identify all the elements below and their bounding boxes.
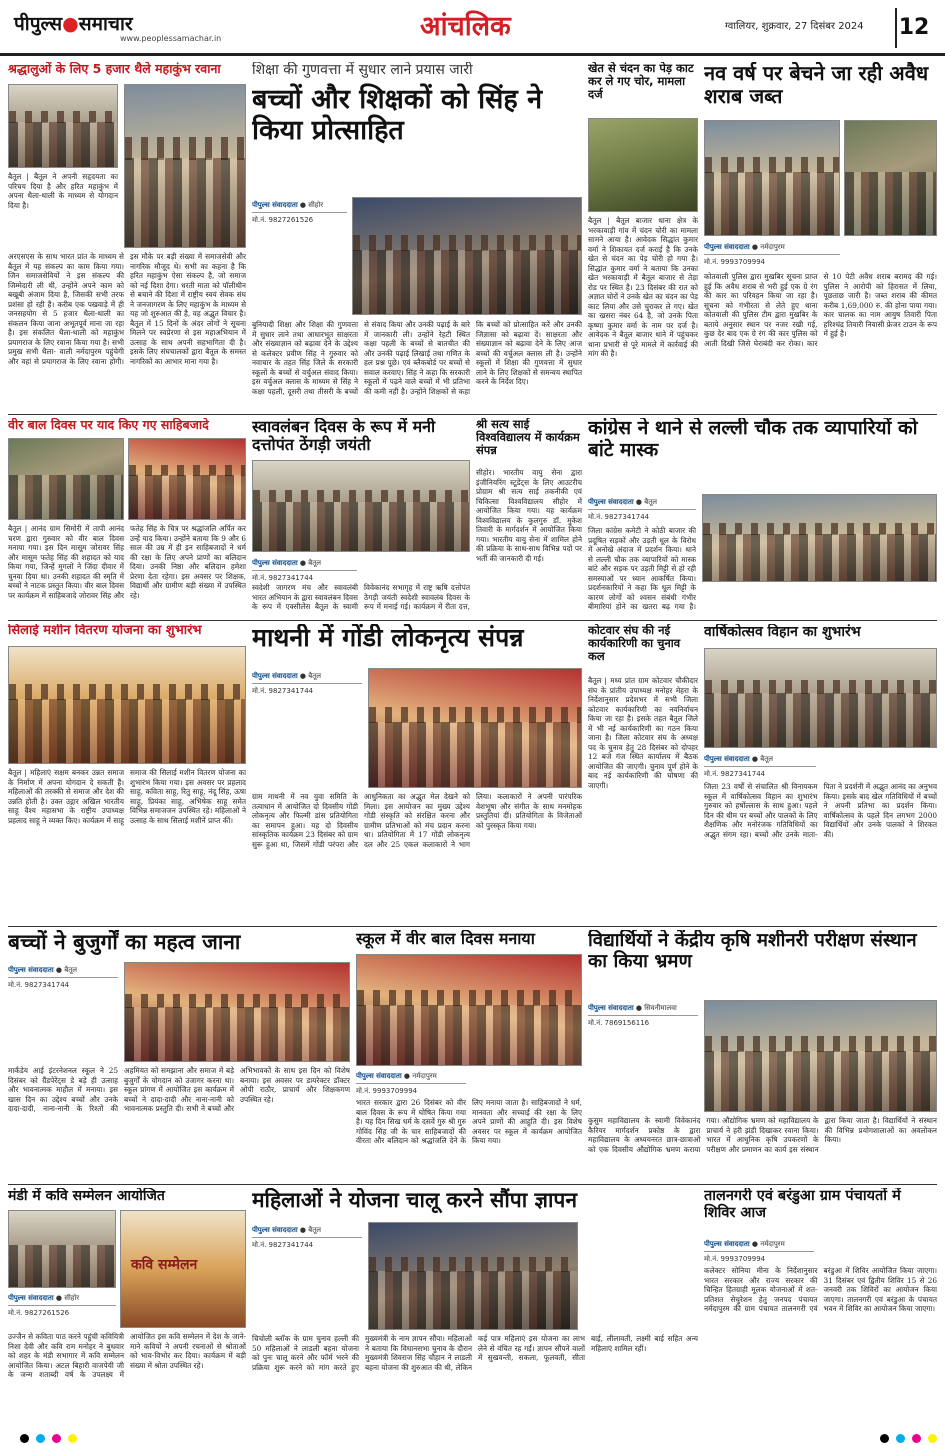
headline: माथनी में गोंडी लोकनृत्य संपन्न <box>252 624 524 652</box>
article-body: मार्कंडेय आई इंटरनेशनल स्कूल ने 25 दिसंबर को ग्रैंडपेरेंट्स डे बड़े ही उत्साह और भावनात्मक माहौल में मनाया। इस खास दिन का उद्देश्य बच्चों और उनके दादा-दादी, नाना-नानी के रिश्तों की अहमियत को समझाना और समाज में बड़े बुजुर्गों के योगदान को उजागर करना था। स्कूल प्रांगण में आयोजित इस कार्यक्रम में बच्चों ने दादा-दादी और नाना-नानी को भावनात्मक प्रस्तुति दी। सभी ने बच्चों और अभिभावकों के साथ इस दिन को विशेष बनाया। इस अवसर पर डायरेक्टर डॉक्टर ओपी राठौर, प्राचार्य और शिक्षकगण उपस्थित रहे। <box>8 1066 350 1113</box>
contact-number: मो.नं. 9827261526 <box>8 1309 70 1317</box>
headline: बच्चों ने बुजुर्गों का महत्व जाना <box>8 930 241 954</box>
photo <box>252 460 470 552</box>
headline: तालनगरी एवं बरंडुआ ग्राम पंचायतों में शिविर आज <box>704 1188 901 1221</box>
article-body: जिला कांग्रेस कमेटी ने कोठी बाजार की प्रदूषित सड़कों और उड़ती धूल के विरोध में अनोखे अंदाज में प्रदर्शन किया। थाने से लल्ली चौक तक व्यापारियों को मास्क बांटे और सड़क पर उड़ती मिट्टी से हो रही समस्याओं पर ध्यान आकर्षित किया। प्रदर्शनकारियों ने कहा कि धूल मिट्टी के कारण लोगों को श्वसन संबंधी गंभीर बीमारियां होने का खतरा बढ़ गया है। <box>588 526 696 611</box>
article-body: बैतूल | महिलाएं सक्षम बनकर उन्नत समाज के निर्माण में अपना योगदान दे सकती हैं। महिलाओं की तरक्की से समाज और देश की उन्नति होती है। उक्त उद्गार अखिल भारतीय साहू वैश्य महासभा के राष्ट्रीय उपाध्यक्ष प्रहलाद साहू ने व्यक्त किए। कार्यक्रम में साहू समाज की सिलाई मशीन वितरण योजना का शुभारंभ किया गया। इस अवसर पर प्रहलाद साहू, कविता साहू, रितु साहू, नंदू सिंह, ऊषा साहू, प्रियंका साहू, अभिषेक साहू समेत विभिन्न समाजजन उपस्थित रहे। महिलाओं ने उत्साह के साथ सिलाई मशीनें प्राप्त कीं। <box>8 768 246 825</box>
contact-number: मो.नं. 7869156116 <box>588 1019 650 1027</box>
contact-number: मो.नं. 9827341744 <box>252 687 314 695</box>
headline: वार्षिकोत्सव विहान का शुभारंभ <box>704 624 861 640</box>
article-body: चिचोली ब्लॉक के ग्राम चुनाव हल्ली की 50 महिलाओं ने लाडली बहना योजना को पुनः चालू करने और फॉर्म भरने की प्रक्रिया शुरू करने को मांग करते हुए मुख्यमंत्री के नाम ज्ञापन सौंपा। महिलाओं ने बताया कि विधानसभा चुनाव के दौरान मुख्यमंत्री शिवराज सिंह चौहान ने लाडली बहना योजना की शुरुआत की थी, लेकिन कई पात्र महिलाएं इस योजना का लाभ लेने से वंचित रह गईं। ज्ञापन सौंपने वालों में सुखवन्ती, सकला, फूलवती, सीता बाई, लीलावती, लक्ष्मी बाई सहित अन्य महिलाएं शामिल रहीं। <box>252 1334 698 1372</box>
byline: पीपुल्स संवाददाता ● बैतूल <box>252 1224 362 1238</box>
contact-number: मो.नं. 9827261526 <box>252 216 314 224</box>
article-education <box>252 62 582 412</box>
article-body: कुसुम महाविद्यालय के स्वामी विवेकानंद कैरियर मार्गदर्शन प्रकोष्ठ के द्वारा महाविद्यालय के अध्ययनरत छात्र-छात्राओं को एक दिवसीय औद्योगिक भ्रमण कराया गया। औद्योगिक भ्रमण को महाविद्यालय के प्राचार्य ने हरी झंडी दिखाकर रवाना किया। भारत में आधुनिक कृषि उपकरणों के परीक्षण और प्रमाणन का कार्य इस संस्थान द्वारा किया जाता है। विद्यार्थियों ने संस्थान की विभिन्न प्रयोगशालाओं का अवलोकन किया। <box>588 1116 937 1154</box>
byline: पीपुल्स संवाददाता ● नर्मदापुरम <box>704 241 840 255</box>
contact-number: मो.नं. 9993709994 <box>704 258 766 266</box>
headline: मंडी में कवि सम्मेलन आयोजित <box>8 1188 165 1204</box>
headline: कोटवार संघ की नई कार्यकारिणी का चुनाव कल <box>588 624 681 664</box>
article-body: अरएसएस के साथ भारत प्रांत के माध्यम से बैतूल में यह संकल्प का काम किया गया। जिन समाजसेवियों ने इस संकल्प की जिम्मेदारी ली थी, उन्होंने अपने काम को बखूबी अंजाम दिया है, जिसकी सभी तरफ प्रशंसा हो रही है। करीब एक पखवाड़े में ही जनसहयोग से 5 हजार थैला-थाली का संकलन किया जाना अभूतपूर्व माना जा रहा है। इस संकलित थैला-थाली को महाकुंभ प्रयागराज के लिए रवाना किया गया है। सभी प्रमुख सभी थैला- वाली नर्मदापुरम पहुंचेगी और वहां से प्रयागराज के लिए रवाना होगी। इस मौके पर बड़ी संख्या में समाजसेवी और नागरिक मौजूद थे। सभी का कहना है कि हरित महाकुंभ ऐसा संकल्प है, जो समाज को नई दिशा देगा। धरती माता को पॉलीथीन से बचाने की दिशा में राष्ट्रीय स्वयं सेवक संघ ने जनजागरण के लिए महाकुंभ के माध्यम से यह जो शुरुआत की है, वह अद्भुत विचार है। बैतूल में 15 दिनों के अंदर लोगों ने सूचना मिलने पर स्वप्रेरणा से इस महाअभियान में उत्साह के साथ अपनी सहभागिता दी है। इसके लिए संघचालकों द्वारा बैतूल के समस्त नागरिकों का आभार माना गया है। <box>8 252 246 366</box>
article-satya-sai-university <box>476 418 582 618</box>
article-body: भारत सरकार द्वारा 26 दिसंबर को वीर बाल दिवस के रूप में घोषित किया गया है। यह दिन सिख धर्म के दसवें गुरु श्री गुरु गोविंद सिंह जी के चार साहिबजादों की वीरता और बलिदान को श्रद्धांजलि देने के लिए मनाया जाता है। साहिबजादों ने धर्म, मानवता और सच्चाई की रक्षा के लिए अपने प्राणों की आहुति दी। इस विशेष अवसर पर स्कूल में कार्यक्रम आयोजित किया गया। <box>356 1098 582 1145</box>
photo <box>704 648 937 748</box>
headline: नव वर्ष पर बेचने जा रही अवैध शराब जब्त <box>704 62 929 108</box>
headline: बच्चों और शिक्षकों को सिंह ने किया प्रोत्साहित <box>252 84 543 147</box>
article-panchayat-camp <box>704 1188 937 1430</box>
photo <box>8 84 118 168</box>
headline: वीर बाल दिवस पर याद किए गए साहिबजादे <box>8 418 209 432</box>
article-grandparents-day <box>8 930 350 1182</box>
dateline: ग्वालियर, शुक्रवार, 27 दिसंबर 2024 <box>725 21 864 32</box>
kicker: शिक्षा की गुणवत्ता में सुधार लाने प्रयास जारी <box>252 62 473 78</box>
byline: पीपुल्स संवाददाता ● सीहोर <box>252 199 347 213</box>
article-gondi-folk-dance <box>252 624 582 924</box>
headline: खेत से चंदन का पेड़ काट कर ले गए चोर, मामला दर्ज <box>588 62 694 102</box>
byline: पीपुल्स संवाददाता ● सिवनीमालवा <box>588 1002 698 1016</box>
article-annual-function <box>704 624 937 924</box>
byline: पीपुल्स संवाददाता ● बैतूल <box>588 496 696 510</box>
article-body: बुनियादी शिक्षा और शिक्षा की गुणवत्ता में सुधार लाने तथा आधारभूत साक्षरता और संख्याज्ञान को बढ़ावा देने के उद्देश्य से कलेक्टर प्रवीण सिंह ने गुरुवार को नवाचार के तहत सिंह जिले के सरकारी स्कूलों के बच्चों से वर्चुअल संवाद किया। इस वर्चुअल क्लास के माध्यम से सिंह ने कक्षा पहली, दूसरी तथा तीसरी के बच्चों से संवाद किया और उनकी पढ़ाई के बारे में जानकारी ली। उन्होंने रेहटी स्थित कक्षा पहली के बच्चों से बातचीत की और उनकी पढ़ाई लिखाई तथा गणित के हल प्रश्न पूछे। एवं ब्लैकबोर्ड पर बच्चों से सवाल करवाए। सिंह ने कहा कि सरकारी स्कूलों में पढ़ने वाले बच्चों में भी प्रतिभा की कमी नहीं है। उन्होंने शिक्षकों से कहा कि बच्चों को प्रोत्साहित करें और उनकी जिज्ञासा को बढ़ावा दें। साक्षरता और संख्याज्ञान को बढ़ावा देने के लिए आज बच्चों की वर्चुअल क्लास ली है। उन्होंने स्कूलों में शिक्षा की गुणवत्ता में सुधार लाने के लिए शिक्षकों से समन्वय स्थापित करने के निर्देश दिए। <box>252 320 582 396</box>
byline: पीपुल्स संवाददाता ● सीहोर <box>8 1292 116 1306</box>
photo-caption: बैतूल | बैतूल ने अपनी सहृदयता का परिचय दिया है और हरित महाकुंभ में अपना थैला-थाली के माध्यम से योगदान दिया है। <box>8 172 118 210</box>
photo <box>8 1210 116 1288</box>
article-body: जिला 23 वर्षों से संचालित श्री विनायकम स्कूल में वार्षिकोत्सव विहान का शुभारंभ गुरुवार को हर्षोल्लास के साथ हुआ। पहले दिन की थीम पर बच्चों और पालकों के लिए शैक्षणिक और मनोरंजक गतिविधियों का अद्भुत संगम रहा। बच्चों और उनके माता-पिता ने प्रदर्शनी में अद्भुत आनंद का अनुभव किया। इसके बाद खेल गतिविधियों में बच्चों ने अपनी प्रतिभा का प्रदर्शन किया। वार्षिकोत्सव के पहले दिन लगभग 2000 विद्यार्थियों और उनके पालकों ने शिरकत की। <box>704 782 937 839</box>
brand-url: www.peoplessamachar.in <box>120 34 222 43</box>
photo <box>704 120 840 236</box>
byline: पीपुल्स संवाददाता ● बैतूल <box>8 964 118 978</box>
photo <box>356 954 582 1066</box>
contact-number: मो.नं. 9827341744 <box>588 513 650 521</box>
contact-number: मो.नं. 9993709994 <box>704 1255 766 1263</box>
photo <box>704 1000 937 1112</box>
photo <box>844 120 937 236</box>
photo <box>124 84 246 248</box>
page-header <box>0 0 945 56</box>
byline: पीपुल्स संवाददाता ● नर्मदापुरम <box>704 1238 814 1252</box>
photo <box>368 1222 578 1330</box>
section-title: आंचलिक <box>420 11 511 42</box>
headline: स्वावलंबन दिवस के रूप में मनी दत्तोपंत ठेंगड़ी जयंती <box>252 418 436 455</box>
contact-number: मो.नं. 9827341744 <box>704 770 766 778</box>
article-body: बैतूल | आनंद ग्राम सिमोरी में तापी आनंद चरण द्वारा गुरुवार को वीर बाल दिवस मनाया गया। इस दिन मासूम जोरावर सिंह और मासूम फतेह सिंह की शहादत को याद किया गया, जिन्हें मुगलों ने जिंदा दीवार में चुनवा दिया था। उनकी शहादत की स्मृति में बच्चों ने नाटक प्रस्तुत किया। वीर बाल दिवस पर कार्यक्रम में साहिबजादे जोरावर सिंह और फतेह सिंह के चित्र पर श्रद्धांजलि अर्पित कर उन्हें याद किया। उन्होंने बताया कि 9 और 6 साल की उम्र में ही इन साहिबजादों ने धर्म की रक्षा के लिए अपने प्राणों का बलिदान दिया। उनकी निष्ठा और बलिदान हमेशा प्रेरणा देता रहेगा। इस अवसर पर शिक्षक, विद्यार्थी और ग्रामीण बड़ी संख्या में उपस्थित रहे। <box>8 524 246 600</box>
photo <box>120 1210 246 1328</box>
contact-number: मो.नं. 9827341744 <box>252 574 314 582</box>
article-school-veer-bal-diwas <box>356 930 582 1182</box>
article-body: बैतूल | बैतूल बाजार थाना क्षेत्र के भरकावाड़ी गांव में चंदन चोरी का मामला सामने आया है। आवेदक सिद्धांत कुमार वर्मा ने शिकायत दर्ज कराई है कि उनके खेत से चंदन का पेड़ चोरी हो गया है। सिद्धांत कुमार वर्मा ने बताया कि उनका खेत भरकावाड़ी में बैतूल बाजार से तेड़ा रोड पर स्थित है। 23 दिसंबर की रात को अज्ञात चोरों ने उनके खेत का चंदन का पेड़ काट लिया और उसे चुराकर ले गए। खेत का खसरा नंबर 64 है, जो उनके पिता कृष्णा कुमार वर्मा के नाम पर दर्ज है। आवेदक ने बैतूल बाजार थाने में पहुंचकर थाना प्रभारी से पूरे मामले में कार्रवाई की मांग की है। <box>588 216 698 358</box>
article-body: उज्जैन से कविता पाठ करने पहुंची कवियित्री निशा देवी और कवि राम मनोहर ने बुधवार को शहर के मंडी सभागार में कवि सम्मेलन आयोजित किया। अटल बिहारी वाजपेयी जी के जन्म शताब्दी वर्ष के उपलक्ष्य में आयोजित इस कवि सम्मेलन में देश के जाने-माने कवियों ने अपनी रचनाओं से श्रोताओं को भाव-विभोर कर दिया। कार्यक्रम में बड़ी संख्या में श्रोता उपस्थित रहे। <box>8 1332 246 1379</box>
article-body: कलेक्टर सोनिया मीना के निर्देशानुसार भारत सरकार और राज्य सरकार की चिन्हित हितग्राही मूलक योजनाओं में शत-प्रतिशत सेचुरेशन हेतु जनपद पंचायत नर्मदापुरम की ग्राम पंचायत तालनगरी एवं बरंडुआ में शिविर आयोजित किया जाएगा। 31 दिसंबर एवं द्वितीय शिविर 15 से 26 जनवरी तक शिविरों का आयोजन किया जाएगा। तालनगरी एवं बरंडुआ के पंचायत भवन में शिविर का आयोजन किया जाएगा। <box>704 1266 937 1313</box>
page-number: 12 <box>895 8 931 48</box>
article-body: सीहोर। भारतीय वायु सेना द्वारा इंजीनियरिंग स्टूडेंट्स के लिए आउटरीच प्रोग्राम श्री सत्य साई तकनीकी एवं चिकित्सा विश्वविद्यालय सीहोर में आयोजित किया गया। यह कार्यक्रम विश्वविद्यालय के कुलगुरु डॉ. मुकेश तिवारी के मार्गदर्शन में आयोजित किया गया। भारतीय वायु सेना में शामिल होने की प्रक्रिया के साथ-साथ विभिन्न पदों पर भर्ती की जानकारी दी गई। <box>476 468 582 563</box>
article-mahakumbh-bags <box>8 62 246 412</box>
brand-logo: पीपुल्स●समाचार <box>14 13 133 35</box>
photo <box>8 646 246 764</box>
contact-number: मो.नं. 9827341744 <box>252 1241 314 1249</box>
byline: पीपुल्स संवाददाता ● बैतूल <box>252 557 357 571</box>
article-body: कोतवाली पुलिस द्वारा मुखबिर सूचना प्राप्त हुई कि अवैध शराब से भरी हुई एक ग्रे रंग की कार का परिवहन किया जा रहा है। सूचना को गंभीरता से लेते हुए थाना कोतवाली की पुलिस टीम द्वारा मुखबिर के बताये अनुसार स्थान पर नजर रखी गई, कुछ देर बाद एक ग्रे रंग की कार पुलिस को आती दिखी जिसे घेराबंदी कर रोका। कार से 10 पेटी अवैध शराब बरामद की गई। पुलिस ने आरोपी को हिरासत में लिया, पूछताछ जारी है। जब्त शराब की कीमत करीब 1,69,000 रु. की होना पाया गया। कार चालक का नाम आयुष तिवारी पिता हरिश्चंद्र तिवारी निवासी फ्रेजर टाउन के रूप में हुई है। <box>704 272 937 348</box>
headline: महिलाओं ने योजना चालू करने सौंपा ज्ञापन <box>252 1188 577 1212</box>
photo <box>368 668 582 788</box>
photo <box>8 438 124 520</box>
article-kotwar-union <box>588 624 698 924</box>
article-illegal-liquor <box>704 62 937 412</box>
byline: पीपुल्स संवाददाता ● बैतूल <box>252 670 362 684</box>
headline: श्री सत्य साई विश्वविद्यालय में कार्यक्रम संपन्न <box>476 418 580 458</box>
photo <box>702 494 937 582</box>
headline: स्कूल में वीर बाल दिवस मनाया <box>356 930 535 948</box>
byline: पीपुल्स संवाददाता ● बैतूल <box>704 753 816 767</box>
article-congress-masks <box>588 418 937 618</box>
article-body: ग्राम माथनी में नव युवा समिति के तत्वाधान में आयोजित दो दिवसीय गोंडी लोकनृत्य और फिल्मी डांस प्रतियोगिता का समापन हुआ। यह दो दिवसीय सांस्कृतिक कार्यक्रम 23 दिसंबर को ग्राम सुरू हुआ था, जिसमें गोंडी परंपरा और आधुनिकता का अद्भुत मेल देखने को मिला। इस आयोजन का मुख्य उद्देश्य गोंडी संस्कृति को संरक्षित करना और ग्रामीण प्रतिभाओं को मंच प्रदान करना था। प्रतियोगिता में 17 गोंडी लोकनृत्य दल और 25 एकल कलाकारों ने भाग लिया। कलाकारों ने अपनी पारंपरिक वेशभूषा और संगीत के साथ मनमोहक प्रस्तुतियां दीं। प्रतियोगिता के विजेताओं को पुरस्कृत किया गया। <box>252 792 582 849</box>
byline: पीपुल्स संवाददाता ● नर्मदापुरम <box>356 1070 466 1084</box>
article-veer-bal-diwas <box>8 418 246 618</box>
article-body: स्वदेशी जागरण मंच और स्वावलंबी भारत अभियान के द्वारा स्वावलंबन दिवस के रूप में एक्सीलेंस बैतूल के स्वामी विवेकानंद सभागृह में राष्ट्र ऋषि दत्तोपंत ठेंगड़ी जयंती स्वदेशी स्वावलंब दिवस के रूप में मनाई गई। कार्यक्रम में रीता दत्त, <box>252 583 470 611</box>
poster-title: कवि सम्मेलन <box>131 1257 198 1273</box>
photo <box>128 438 246 520</box>
article-poet-meet <box>8 1188 246 1430</box>
photo <box>124 962 350 1062</box>
headline: श्रद्धालुओं के लिए 5 हजार थैले महाकुंभ रवाना <box>8 62 221 76</box>
photo <box>352 197 582 315</box>
article-agri-machinery-visit <box>588 930 937 1182</box>
contact-number: मो.नं. 9827341744 <box>8 981 70 989</box>
article-sandalwood-theft <box>588 62 698 412</box>
headline: सिलाई मशीन वितरण योजना का शुभारंभ <box>8 624 202 638</box>
contact-number: मो.नं. 9993709994 <box>356 1087 418 1095</box>
article-body: बैतूल | मध्य प्रांत ग्राम कोटवार चौकीदार संघ के प्रांतीय उपाध्यक्ष मनोहर मेहरा के निर्देशानुसार प्रदेशभर में सभी जिला कोटवार कार्यकारिणी का नवनिर्वाचन किया जा रहा है। इसके तहत बैतूल जिले में भी नई कार्यकारिणी का गठन किया जाना है। जिला कोटवार संघ के अध्यक्ष पद के चुनाव हेतु 28 दिसंबर को दोपहर 12 बजे गंज स्थित कार्यालय में बैठक आयोजित की जाएगी। चुनाव पूर्ण होने के बाद नई कार्यकारिणी की घोषणा की जाएगी। <box>588 676 698 790</box>
article-women-memorandum <box>252 1188 698 1430</box>
headline: कांग्रेस ने थाने से लल्ली चौक तक व्यापारियों को बांटे मास्क <box>588 418 918 461</box>
article-thengadi-jayanti <box>252 418 470 618</box>
photo <box>588 118 698 212</box>
article-sewing-machine-scheme <box>8 624 246 924</box>
headline: विद्यार्थियों ने केंद्रीय कृषि मशीनरी परीक्षण संस्थान का किया भ्रमण <box>588 930 917 973</box>
